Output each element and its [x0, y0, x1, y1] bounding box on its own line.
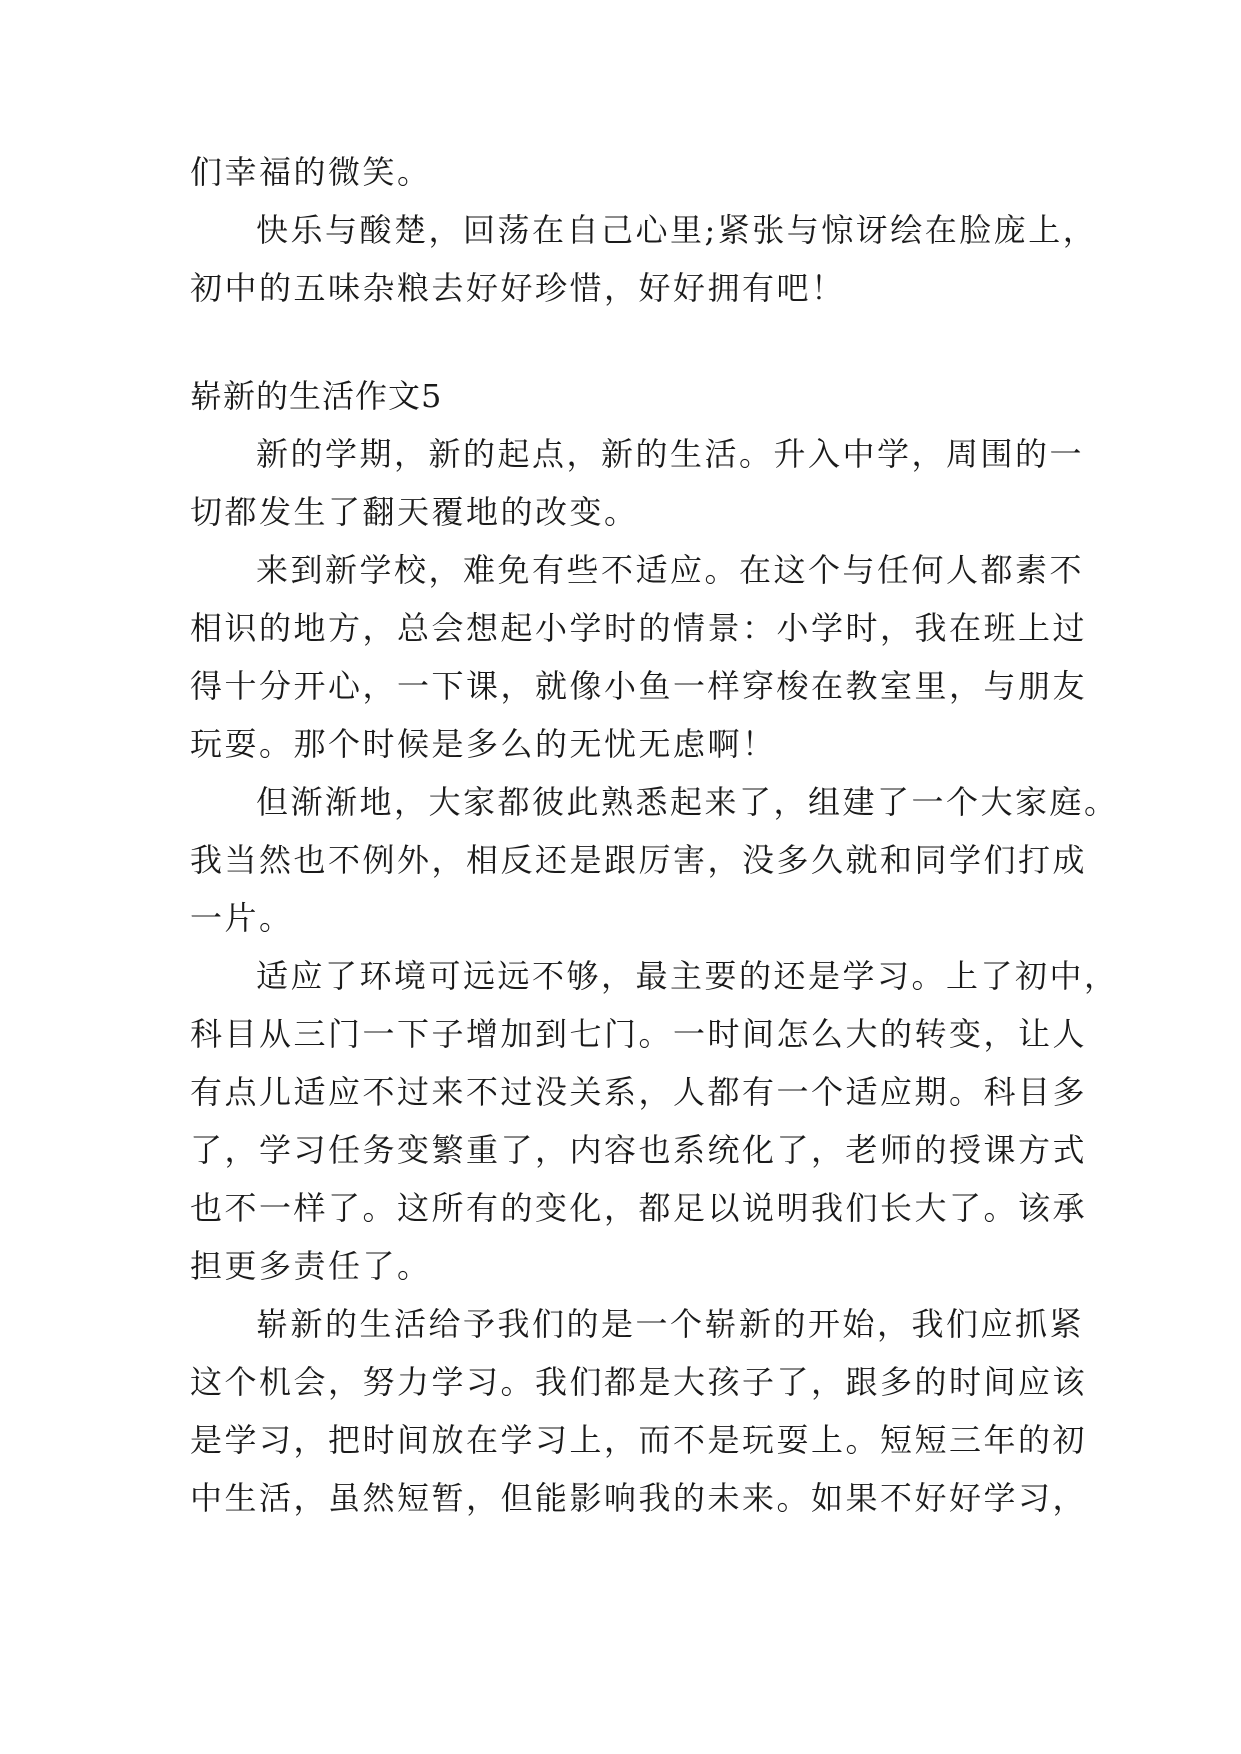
text-line: 了，学习任务变繁重了，内容也系统化了，老师的授课方式: [190, 1131, 1088, 1169]
paragraph-start-line: 新的学期，新的起点，新的生活。升入中学，周围的一: [256, 435, 1085, 473]
paragraph-start-line: 来到新学校，难免有些不适应。在这个与任何人都素不: [256, 551, 1085, 589]
text-line: 切都发生了翻天覆地的改变。: [190, 493, 639, 531]
text-line: 初中的五味杂粮去好好珍惜，好好拥有吧！: [190, 269, 846, 307]
text-line: 一片。: [190, 899, 294, 937]
text-line: 有点儿适应不过来不过没关系，人都有一个适应期。科目多: [190, 1073, 1088, 1111]
text-line: 科目从三门一下子增加到七门。一时间怎么大的转变，让人: [190, 1015, 1088, 1053]
text-line: 是学习，把时间放在学习上，而不是玩耍上。短短三年的初: [190, 1421, 1088, 1459]
text-line: 相识的地方，总会想起小学时的情景：小学时，我在班上过: [190, 609, 1088, 647]
text-line: 也不一样了。这所有的变化，都足以说明我们长大了。该承: [190, 1189, 1088, 1227]
paragraph-start-line: 快乐与酸楚，回荡在自己心里;紧张与惊讶绘在脸庞上，: [256, 211, 1098, 249]
text-line: 们幸福的微笑。: [190, 153, 432, 191]
text-line: 玩耍。那个时候是多么的无忧无虑啊！: [190, 725, 777, 763]
paragraph-start-line: 但渐渐地，大家都彼此熟悉起来了，组建了一个大家庭。: [256, 783, 1119, 821]
text-line: 这个机会，努力学习。我们都是大孩子了，跟多的时间应该: [190, 1363, 1088, 1401]
text-line: 中生活，虽然短暂，但能影响我的未来。如果不好好学习，: [190, 1479, 1088, 1517]
text-line: 得十分开心，一下课，就像小鱼一样穿梭在教室里，与朋友: [190, 667, 1088, 705]
section-title: 崭新的生活作文5: [190, 377, 443, 415]
text-line: 我当然也不例外，相反还是跟厉害，没多久就和同学们打成: [190, 841, 1088, 879]
text-line: 担更多责任了。: [190, 1247, 432, 1285]
paragraph-start-line: 适应了环境可远远不够，最主要的还是学习。上了初中，: [256, 957, 1119, 995]
paragraph-start-line: 崭新的生活给予我们的是一个崭新的开始，我们应抓紧: [256, 1305, 1085, 1343]
